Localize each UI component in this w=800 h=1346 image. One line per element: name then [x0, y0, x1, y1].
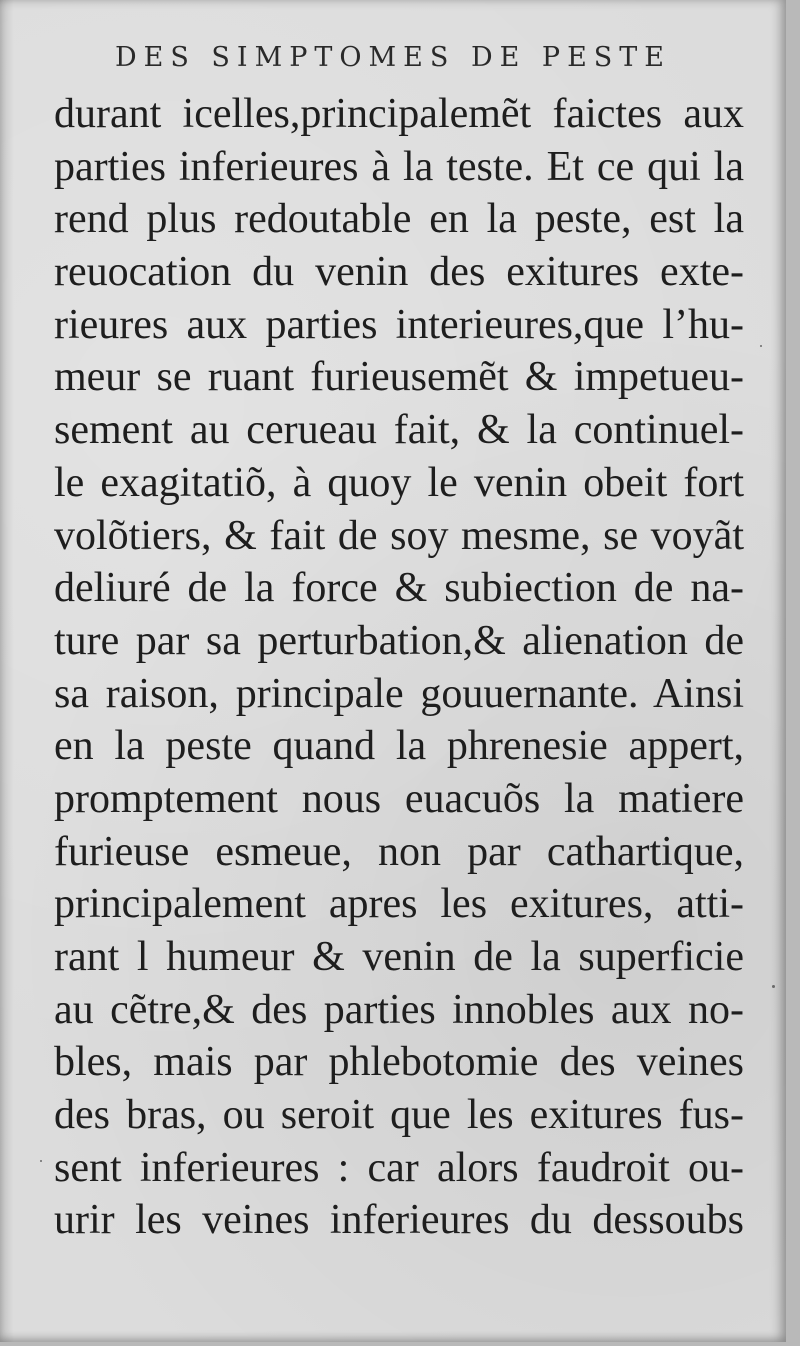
text-line-10: deliuré de la force & subiection de na-: [54, 565, 744, 612]
text-line-20: des bras, ou seroit que les exitures fus-: [54, 1092, 744, 1139]
text-line-22: urir les veines inferieures du dessoubs: [54, 1197, 744, 1244]
text-line-8: le exagitatiõ, à quoy le venin obeit fort: [54, 459, 744, 506]
text-line-9: volõtiers, & fait de soy mesme, se voyãt: [54, 512, 744, 559]
text-line-14: promptement nous euacuõs la matiere: [54, 775, 744, 822]
text-line-1: durant icelles,principalemẽt faictes aux: [54, 91, 744, 137]
text-line-16: principalement apres les exitures, atti-: [54, 881, 744, 928]
text-line-6: meur se ruant furieusemẽt & impetueu-: [54, 354, 744, 401]
text-line-5: rieures aux parties interieures,que l’hu-: [54, 301, 744, 348]
text-line-2: parties inferieures à la teste. Et ce qui la: [54, 143, 744, 190]
text-line-17: rant l humeur & venin de la superficie: [54, 934, 744, 980]
page-edge-shadow: [0, 0, 14, 1342]
body-text: [54, 88, 744, 1247]
running-head: DES SIMPTOMES DE PESTE: [114, 42, 672, 73]
text-line-13: en la peste quand la phrenesie appert,: [54, 723, 744, 770]
text-line-4: reuocation du venin des exitures exte-: [54, 249, 744, 296]
paper-speck: [40, 1160, 42, 1162]
paper-speck: [760, 345, 762, 347]
paper-speck: [772, 985, 775, 988]
text-line-15: furieuse esmeue, non par cathartique,: [54, 828, 744, 875]
text-line-7: sement au cerueau fait, & la continuel-: [54, 407, 744, 454]
text-line-12: sa raison, principale gouuernante. Ainsi: [54, 670, 744, 717]
text-line-19: bles, mais par phlebotomie des veines: [54, 1039, 744, 1086]
text-line-18: au cẽtre,& des parties innobles aux no-: [54, 986, 744, 1033]
text-line-3: rend plus redoutable en la peste, est la: [54, 196, 744, 243]
text-line-11: ture par sa perturbation,& alienation de: [54, 617, 744, 664]
text-line-21: sent inferieures : car alors faudroit ou-: [54, 1144, 744, 1191]
